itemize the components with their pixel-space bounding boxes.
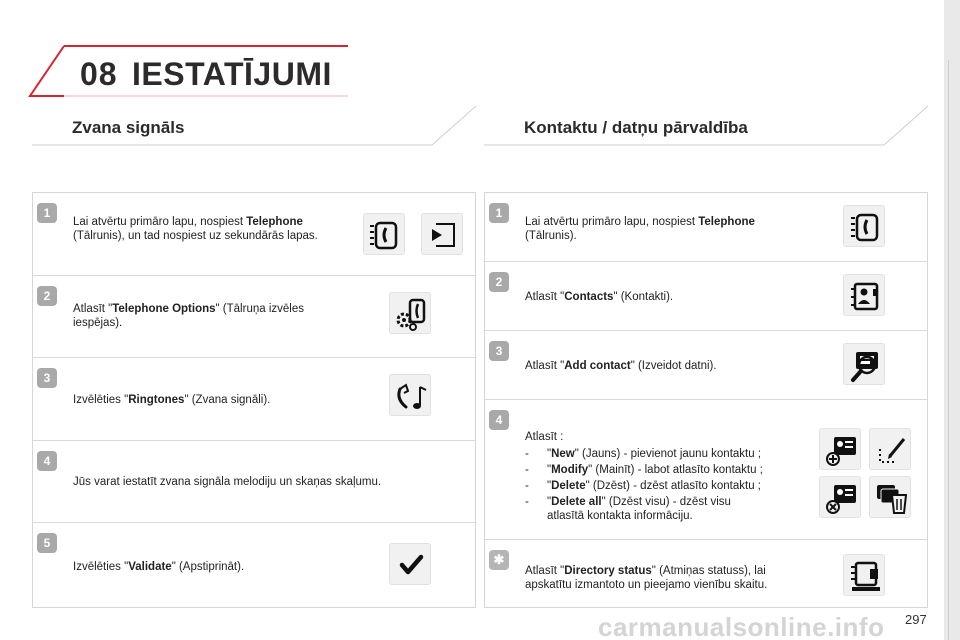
- list-item-continuation: atlasītā kontakta informāciju.: [547, 510, 693, 522]
- modify-contact-icon[interactable]: [869, 428, 911, 470]
- delete-all-icon[interactable]: [869, 476, 911, 518]
- new-contact-icon[interactable]: [819, 428, 861, 470]
- right-panel: [484, 192, 928, 608]
- play-next-icon[interactable]: [421, 213, 463, 255]
- step-text: Atlasīt : - "New" (Jauns) - pievienot jaunu kontaktu ; - "Modify" (Mainīt) - labot atlasīto kontaktu ; - "Delete" (Dzēst) - dzēst atlasīto kontaktu ; - "Delete all" (Dzēst visu) - dzēst visu atlasītā kontakta informāciju.: [525, 431, 763, 522]
- left-panel: [32, 192, 476, 608]
- step-badge: 3: [489, 341, 509, 361]
- step-text: Atlasīt "Directory status" (Atmiņas statuss), lai apskatītu izmantoto un pieejamo vienību skaitu.: [525, 565, 768, 591]
- phone-options-icon[interactable]: [389, 292, 431, 334]
- left-step-5: [33, 523, 475, 609]
- right-step-3: [485, 331, 927, 400]
- left-section-title: Zvana signāls: [72, 118, 185, 137]
- delete-contact-icon[interactable]: [819, 476, 861, 518]
- ringtone-icon[interactable]: [389, 374, 431, 416]
- list-item: - "New" (Jauns) - pievienot jaunu kontaktu ;: [525, 448, 762, 460]
- left-step-3: [33, 358, 475, 441]
- step-text: Jūs varat iestatīt zvana signāla melodiju un skaņas skaļumu.: [73, 476, 382, 488]
- list-item: - "Delete all" (Dzēst visu) - dzēst visu: [525, 496, 731, 508]
- right-step-5: [485, 540, 927, 609]
- step-badge: 1: [37, 203, 57, 223]
- phone-handset-icon[interactable]: [843, 205, 885, 247]
- step-text: Lai atvērtu primāro lapu, nospiest Telephone (Tālrunis).: [525, 216, 755, 242]
- right-section-header: [484, 104, 944, 146]
- step-badge: 1: [489, 203, 509, 223]
- right-step-1: [485, 193, 927, 262]
- add-contact-icon[interactable]: [843, 343, 885, 385]
- watermark: carmanualsonline.info: [598, 612, 885, 640]
- left-step-2: [33, 276, 475, 358]
- step-badge: 2: [37, 286, 57, 306]
- step-text: Izvēlēties "Validate" (Apstiprināt).: [73, 561, 245, 573]
- step-text: Izvēlēties "Ringtones" (Zvana signāli).: [73, 394, 271, 406]
- step-text: Atlasīt "Add contact" (Izveidot datni).: [525, 360, 717, 372]
- directory-status-icon[interactable]: [843, 554, 885, 596]
- right-step-4: [485, 400, 927, 540]
- phone-handset-icon[interactable]: [363, 213, 405, 255]
- step-badge: 3: [37, 368, 57, 388]
- page-number: 297: [905, 612, 927, 627]
- chapter-title: IESTATĪJUMI: [132, 56, 332, 92]
- step-badge: ✱: [489, 550, 509, 570]
- step-badge: 5: [37, 533, 57, 553]
- step-badge: 2: [489, 272, 509, 292]
- step-text: Lai atvērtu primāro lapu, nospiest Telephone (Tālrunis), un tad nospiest uz sekundārās lapas.: [73, 216, 318, 242]
- checkmark-icon[interactable]: [389, 543, 431, 585]
- chapter-number: 08: [80, 56, 118, 92]
- page-edge-line: [948, 60, 949, 640]
- left-section-header: [32, 104, 478, 146]
- step-text: Atlasīt "Contacts" (Kontakti).: [525, 291, 674, 303]
- right-section-title: Kontaktu / datņu pārvaldība: [524, 118, 748, 137]
- step-badge: 4: [37, 451, 57, 471]
- left-step-4: [33, 441, 475, 523]
- list-item: - "Modify" (Mainīt) - labot atlasīto kontaktu ;: [525, 464, 763, 476]
- list-item: - "Delete" (Dzēst) - dzēst atlasīto kontaktu ;: [525, 480, 761, 492]
- contacts-icon[interactable]: [843, 274, 885, 316]
- left-step-1: [33, 193, 475, 276]
- step-text: Atlasīt "Telephone Options" (Tālruņa izvēles iespējas).: [73, 303, 304, 329]
- page-edge-band: [944, 0, 960, 640]
- right-step-2: [485, 262, 927, 331]
- step-badge: 4: [489, 410, 509, 430]
